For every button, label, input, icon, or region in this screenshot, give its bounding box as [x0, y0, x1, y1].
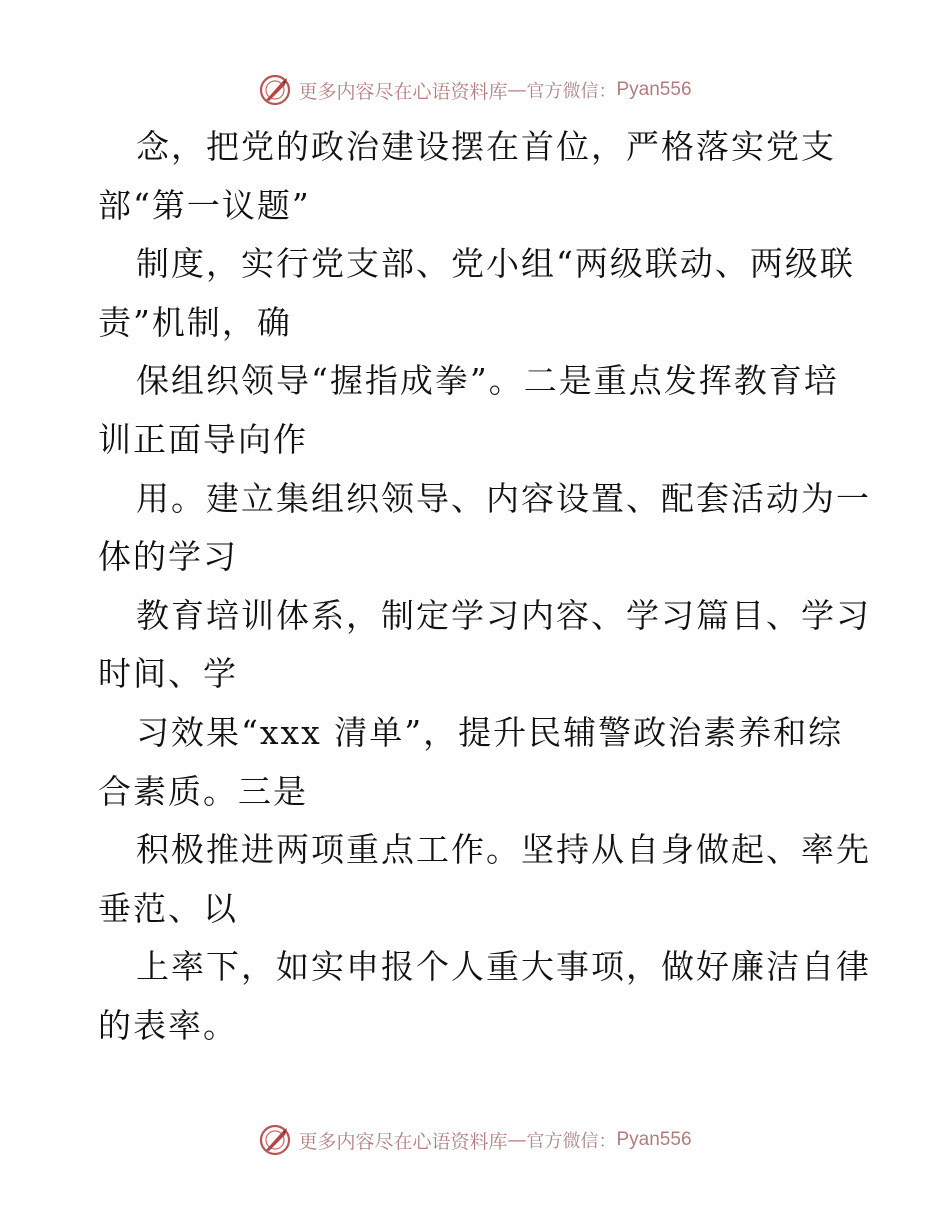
- watermark-text: 更多内容尽在心语资料库: [298, 1130, 508, 1153]
- watermark-header: [0, 70, 950, 110]
- body-line: 的表率。: [98, 1005, 238, 1045]
- body-line: 责”机制，确: [98, 302, 292, 342]
- document-body: [98, 118, 871, 1056]
- body-line: 保组织领导“握指成拳”。二是重点发挥教育培: [136, 361, 839, 401]
- watermark-id: Pyan556: [616, 79, 692, 100]
- body-line: 体的学习: [98, 537, 238, 577]
- body-line: 用。建立集组织领导、内容设置、配套活动为一: [136, 478, 871, 518]
- body-line: 训正面导向作: [98, 419, 308, 459]
- quill-logo-icon: [258, 73, 292, 107]
- body-line: 习效果“xxx 清单”，提升民辅警政治素养和综: [136, 712, 844, 752]
- body-line: 教育培训体系，制定学习内容、学习篇目、学习: [136, 595, 871, 635]
- body-line: 合素质。三是: [98, 771, 308, 811]
- watermark-dash: —: [507, 1129, 527, 1151]
- body-line: 部“第一议题”: [98, 185, 311, 225]
- watermark-text: 更多内容尽在心语资料库: [298, 80, 508, 103]
- body-line: 念，把党的政治建设摆在首位，严格落实党支: [136, 127, 836, 166]
- watermark-footer: [0, 1120, 950, 1160]
- body-line: 积极推进两项重点工作。坚持从自身做起、率先: [136, 830, 871, 870]
- watermark-id: Pyan556: [616, 1129, 692, 1150]
- body-line: 上率下，如实申报个人重大事项，做好廉洁自律: [136, 947, 871, 987]
- body-line: 制度，实行党支部、党小组“两级联动、两级联: [136, 244, 855, 284]
- watermark-official: 官方微信：: [526, 1131, 617, 1152]
- quill-logo-icon: [258, 1123, 292, 1157]
- body-line: 垂范、以: [98, 888, 238, 928]
- body-line: 时间、学: [98, 654, 238, 694]
- watermark-official: 官方微信：: [526, 81, 617, 102]
- watermark-dash: —: [507, 79, 527, 101]
